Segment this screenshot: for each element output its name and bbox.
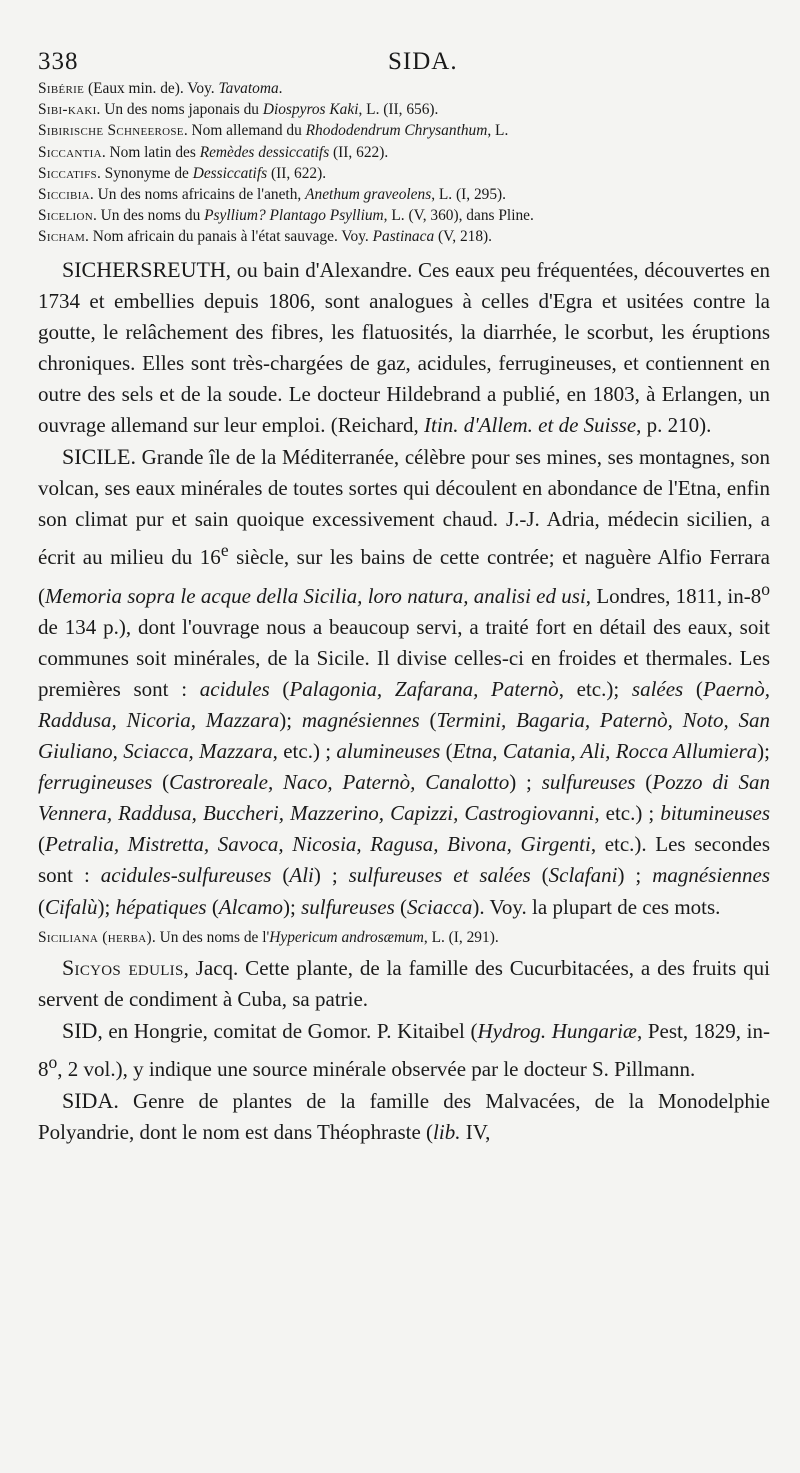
running-head (38, 40, 770, 74)
entry-tail: , p. 210). (636, 413, 712, 438)
headword: SICILE. (62, 444, 136, 470)
entry-head: Sicelion (38, 207, 93, 225)
entry-ref: lib. (433, 1120, 461, 1145)
entry-sichersreuth (38, 254, 770, 442)
entry-sicyos (38, 952, 770, 1015)
entry-head: Sibi-kaki (38, 101, 97, 119)
entry-siberie (38, 78, 770, 99)
entry-body: Genre de plantes de la famille des Malvacées, de la Monodelphie Polyandrie, dont le nom est dans Théophraste ( (38, 1088, 770, 1145)
entry-body: ) ; (509, 770, 542, 795)
entry-term: Palagonia, Zafarana, Paternò (289, 676, 559, 701)
entry-term: hépatiques (115, 894, 207, 919)
entry-term: Petralia, Mistretta, Savoca, Nicosia, Ragusa, Bivona, Girgenti (45, 832, 591, 857)
entry-term: salées (631, 676, 684, 701)
entry-ref: Dessiccatifs (192, 164, 268, 182)
entry-head: Sibérie (38, 80, 85, 97)
entry-head: Sicham (38, 228, 86, 246)
entry-body: ); (97, 894, 116, 919)
entry-head: Siccibia (38, 186, 90, 204)
entry-term: magnésiennes (652, 863, 771, 888)
page-number: 338 (38, 48, 79, 75)
entry-body: ( (206, 894, 219, 919)
entry-ref: Rhododendrum Chrysanthum (305, 122, 488, 140)
entry-body: , Londres, 1811, in-8 (585, 583, 762, 608)
entry-sicile (38, 441, 770, 922)
entry-ref: Pastinaca (372, 228, 435, 246)
entry-ref: Psyllium? Plantago Psyllium (204, 207, 384, 225)
entry-head: Siccatifs (38, 164, 97, 182)
entry-siccibia (38, 184, 770, 205)
entry-ref: Hypericum androsæmum (269, 928, 424, 946)
entry-body: de 134 p.), dont l'ouvrage nous a beaucoup servi, a traité fort en détail des eaux, soit communes soit minérales, de la Sicile. Il divise celles-ci en froides et thermales. Les premières sont : (38, 614, 770, 701)
entry-head: Sibirische Schneerose (38, 122, 184, 140)
entry-text: . Un des noms du (92, 207, 205, 225)
entry-term: Sclafani (548, 863, 618, 888)
entry-term: Cifalù (45, 894, 98, 919)
entry-text: . Un des noms de l' (151, 928, 270, 946)
entry-head: Siccantia (38, 143, 102, 161)
entry-term: Etna, Catania, Ali, Rocca Allumiera (452, 739, 758, 764)
entry-text: . Un des noms japonais du (96, 101, 263, 119)
entry-sibirische (38, 120, 770, 141)
entry-body: ( (152, 770, 170, 795)
entry-sicham (38, 226, 770, 247)
superscript: o (48, 1051, 58, 1072)
entry-body: ( (394, 894, 408, 919)
entry-term: Castroreale, Naco, Paternò, Canalotto (169, 770, 510, 795)
entry-tail: . (278, 80, 283, 97)
entry-term: bitumineuses (660, 801, 770, 826)
entry-term: sulfureuses (301, 894, 395, 919)
entry-ref: Remèdes dessiccatifs (199, 143, 330, 161)
entry-term: acidules (199, 676, 270, 701)
entry-head: Siciliana (38, 928, 99, 946)
entry-ref: Diospyros Kaki (262, 101, 359, 119)
entry-ref: Itin. d'Allem. et de Suisse (424, 413, 637, 438)
entry-tail: , L. (I, 295). (431, 186, 506, 204)
entry-tail: IV, (460, 1120, 491, 1145)
entry-body: ( (635, 770, 653, 795)
entry-text: . Synonyme de (96, 164, 193, 182)
headword: SICHERSREUTH (62, 256, 226, 282)
entry-text: . Nom africain du panais à l'état sauvage. Voy. (85, 228, 373, 246)
entry-term: sulfureuses et salées (348, 863, 531, 888)
entry-term: magnésiennes (301, 707, 420, 732)
entry-body: Grande île de la Méditerranée, célèbre pour ses mines, ses montagnes, son volcan, ses eaux minérales de toutes sortes qui découlent en abondance de l'Etna, enfin son climat pur et sain quoique excessivement chaud. J.-J. Adria, médecin sicilien, a écrit au milieu du 16 (38, 445, 770, 570)
entry-ref: Memoria sopra le acque della Sicilia, loro natura, analisi ed usi (45, 583, 586, 608)
entry-sicelion (38, 205, 770, 226)
entry-text: . Nom latin des (101, 143, 200, 161)
entry-sibi-kaki (38, 99, 770, 120)
entry-body: ( (419, 707, 437, 732)
small-entries (38, 78, 770, 248)
superscript: o (761, 578, 770, 599)
headword: SIDA. (62, 1087, 119, 1113)
running-title: SIDA. (388, 48, 458, 75)
entry-term: acidules-sulfureuses (100, 863, 272, 888)
entry-siccantia (38, 142, 770, 163)
entry-body: , 2 vol.), y indique une source minérale observée par le docteur S. Pillmann. (57, 1056, 696, 1081)
entry-ref: Anethum graveolens (305, 186, 432, 204)
entry-siciliana (38, 926, 770, 950)
entry-term: sulfureuses (541, 770, 636, 795)
entry-body: ); (279, 707, 302, 732)
entry-body: , etc.). Les secondes sont : (38, 832, 770, 888)
entry-body: ) ; (617, 863, 653, 888)
entry-body: ( (269, 676, 290, 701)
entry-body: ); (757, 739, 770, 764)
entry-body: ) ; (313, 863, 349, 888)
entry-tail: , L. (II, 656). (358, 101, 439, 119)
entry-siccatifs (38, 163, 770, 184)
entry-tail: , L. (I, 291). (423, 928, 499, 946)
entry-body: , ou bain d'Alexandre. Ces eaux peu fréquentées, découvertes en 1734 et embellies depuis 1806, sont analogues à celles d'Egra et usitées contre la goutte, le relâchement des fibres, les flatuosités, la diarrhée, le scorbut, les éruptions chroniques. Elles sont très-chargées de gaz, acidules, ferrugineuses, et contiennent en outre des sels et de la soude. Le docteur Hildebrand a publié, en 1803, à Erlangen, un ouvrage allemand sur leur emploi. (Reichard, (38, 257, 770, 438)
entry-tail: , L. (V, 360), dans Pline. (383, 207, 534, 225)
entry-body: ( (38, 832, 45, 857)
entry-body: ( (440, 739, 453, 764)
entry-body: , etc.); (558, 676, 632, 701)
entry-text: (Eaux min. de). Voy. (84, 80, 219, 97)
entry-term: ferrugineuses (38, 770, 153, 795)
entry-tail: (II, 622). (329, 143, 389, 161)
entry-term: Alcamo (218, 894, 283, 919)
entry-body: , etc.) ; (594, 801, 661, 826)
entry-sid (38, 1015, 770, 1085)
entry-tail: (V, 218). (434, 228, 493, 246)
entry-body: ( (530, 863, 549, 888)
entry-term: alumineuses (336, 739, 441, 764)
entry-tail: , L. (487, 122, 509, 140)
entry-body: ); (282, 894, 302, 919)
entry-body: ( (683, 676, 703, 701)
entry-term: Termini, Bagaria, Paternò, Noto, San Giuliano, Sciacca, Mazzara (38, 707, 770, 764)
superscript: e (220, 540, 229, 561)
entry-text: . Nom allemand du (183, 122, 306, 140)
entry-term: Pozzo di San Vennera, Raddusa, Buccheri, Mazzerino, Capizzi, Castrogiovanni (38, 770, 770, 826)
entry-body: ( (38, 894, 45, 919)
entry-body: siècle, sur les bains de cette contrée; et naguère Alfio Ferrara ( (38, 545, 770, 608)
headword: SID (62, 1017, 98, 1043)
entry-head-paren: (herba) (98, 928, 152, 946)
entry-term: Ali (289, 863, 314, 888)
entry-body: ). Voy. la plupart de ces mots. (472, 894, 721, 919)
entry-ref: Tavatoma (218, 80, 279, 97)
entry-sida (38, 1085, 770, 1148)
entry-body: ( (271, 863, 290, 888)
entry-tail: (II, 622). (267, 164, 327, 182)
entry-body: , Jacq. Cette plante, de la famille des Cucurbitacées, a des fruits qui servent de condiment à Cuba, sa patrie. (38, 955, 770, 1011)
entry-body: , Pest, 1829, in-8 (38, 1018, 770, 1081)
entry-ref: Hydrog. Hungariæ (477, 1018, 637, 1043)
entry-body: , etc.) ; (272, 739, 337, 764)
entry-text: . Un des noms africains de l'aneth, (89, 186, 306, 204)
headword: Sicyos edulis (62, 954, 184, 980)
entry-term: Paernò, Raddusa, Nicoria, Mazzara (38, 676, 771, 732)
entry-body: , en Hongrie, comitat de Gomor. P. Kitaibel ( (97, 1018, 478, 1043)
entry-term: Sciacca (407, 894, 473, 919)
